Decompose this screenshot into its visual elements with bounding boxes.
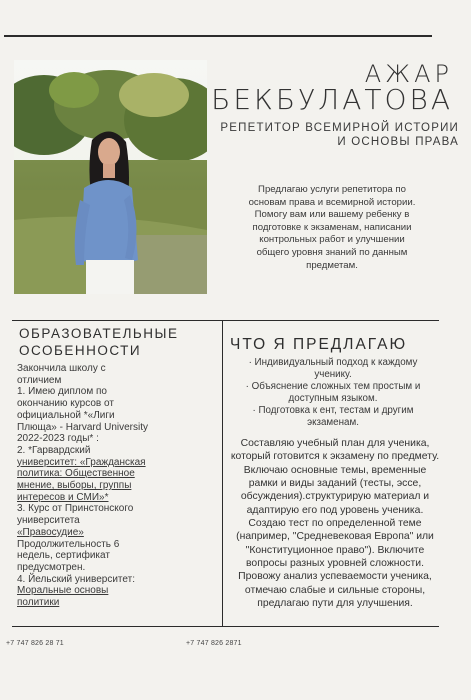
offer-bullets: · Индивидуальный подход к каждому ученику. · Объяснение сложных тем простым и доступным языком. · Подготовка к ент, тестам и другим экзаменам. bbox=[245, 357, 421, 428]
education-list: Закончила школу с отличием 1. Имею диплом по окончанию курсов от официальной *«Лиги Плюща» - Harvard University 2022-2023 годы* : 2. *Гарвардский университет: «Гражданская политика: Общественное мнение, выборы, группы интересов и СМИ»* 3. Курс от Принстонского университета «Правосудие» Продолжительность 6 недель, сертификат предусмотрен. 4. Йельский университет: Моральные основы политики bbox=[17, 363, 210, 609]
offer-heading: ЧТО Я ПРЕДЛАГАЮ bbox=[230, 336, 408, 353]
yale-course-link[interactable]: Моральные основы bbox=[17, 585, 109, 597]
study-plan-paragraph: Составляю учебный план для ученика, который готовится к экзамену по предмету. Включаю основные темы, временные рамки и виды заданий (тесты, эссе, обсуждения).структурирую материал и адаптирую его под уровень ученика. Создаю тест по определенной теме (например, "Средневековая Европа" или "Конституционное право"). Включите вопросы разных уровней сложности. Провожу анализ успеваемости ученика, отмечаю слабые и сильные стороны, предлагаю пути для улучшения. bbox=[230, 438, 440, 610]
princeton-course-link[interactable]: «Правосудие» bbox=[17, 526, 84, 538]
harvard-course-link[interactable]: университет: «Гражданская bbox=[17, 456, 146, 468]
about-paragraph: Предлагаю услуги репетитора по основам права и всемирной истории. Помогу вам или вашему ребенку в подготовке к экзаменам, написании контрольных работ и улучшении общего уровня знаний по данным предметам. bbox=[248, 184, 416, 271]
name-first: АЖАР bbox=[364, 60, 453, 88]
harvard-course-link-line[interactable]: мнение, выборы, группы bbox=[17, 480, 132, 492]
harvard-course-link-line[interactable]: политика: Общественное bbox=[17, 468, 135, 480]
portrait-photo bbox=[14, 60, 207, 294]
phone-number-right[interactable]: +7 747 826 2871 bbox=[186, 640, 242, 647]
top-rule bbox=[4, 35, 432, 37]
education-heading: ОБРАЗОВАТЕЛЬНЫЕ ОСОБЕННОСТИ bbox=[19, 326, 179, 358]
phone-number-left[interactable]: +7 747 826 28 71 bbox=[6, 640, 64, 647]
middle-rule bbox=[12, 320, 439, 321]
name-last: БЕКБУЛАТОВА bbox=[211, 83, 453, 116]
profession-subtitle: РЕПЕТИТОР ВСЕМИРНОЙ ИСТОРИИ И ОСНОВЫ ПРАВА bbox=[220, 122, 459, 148]
harvard-course-link-line[interactable]: интересов и СМИ»* bbox=[17, 491, 109, 503]
yale-course-link-line[interactable]: политики bbox=[17, 597, 60, 609]
bottom-rule bbox=[12, 626, 439, 627]
